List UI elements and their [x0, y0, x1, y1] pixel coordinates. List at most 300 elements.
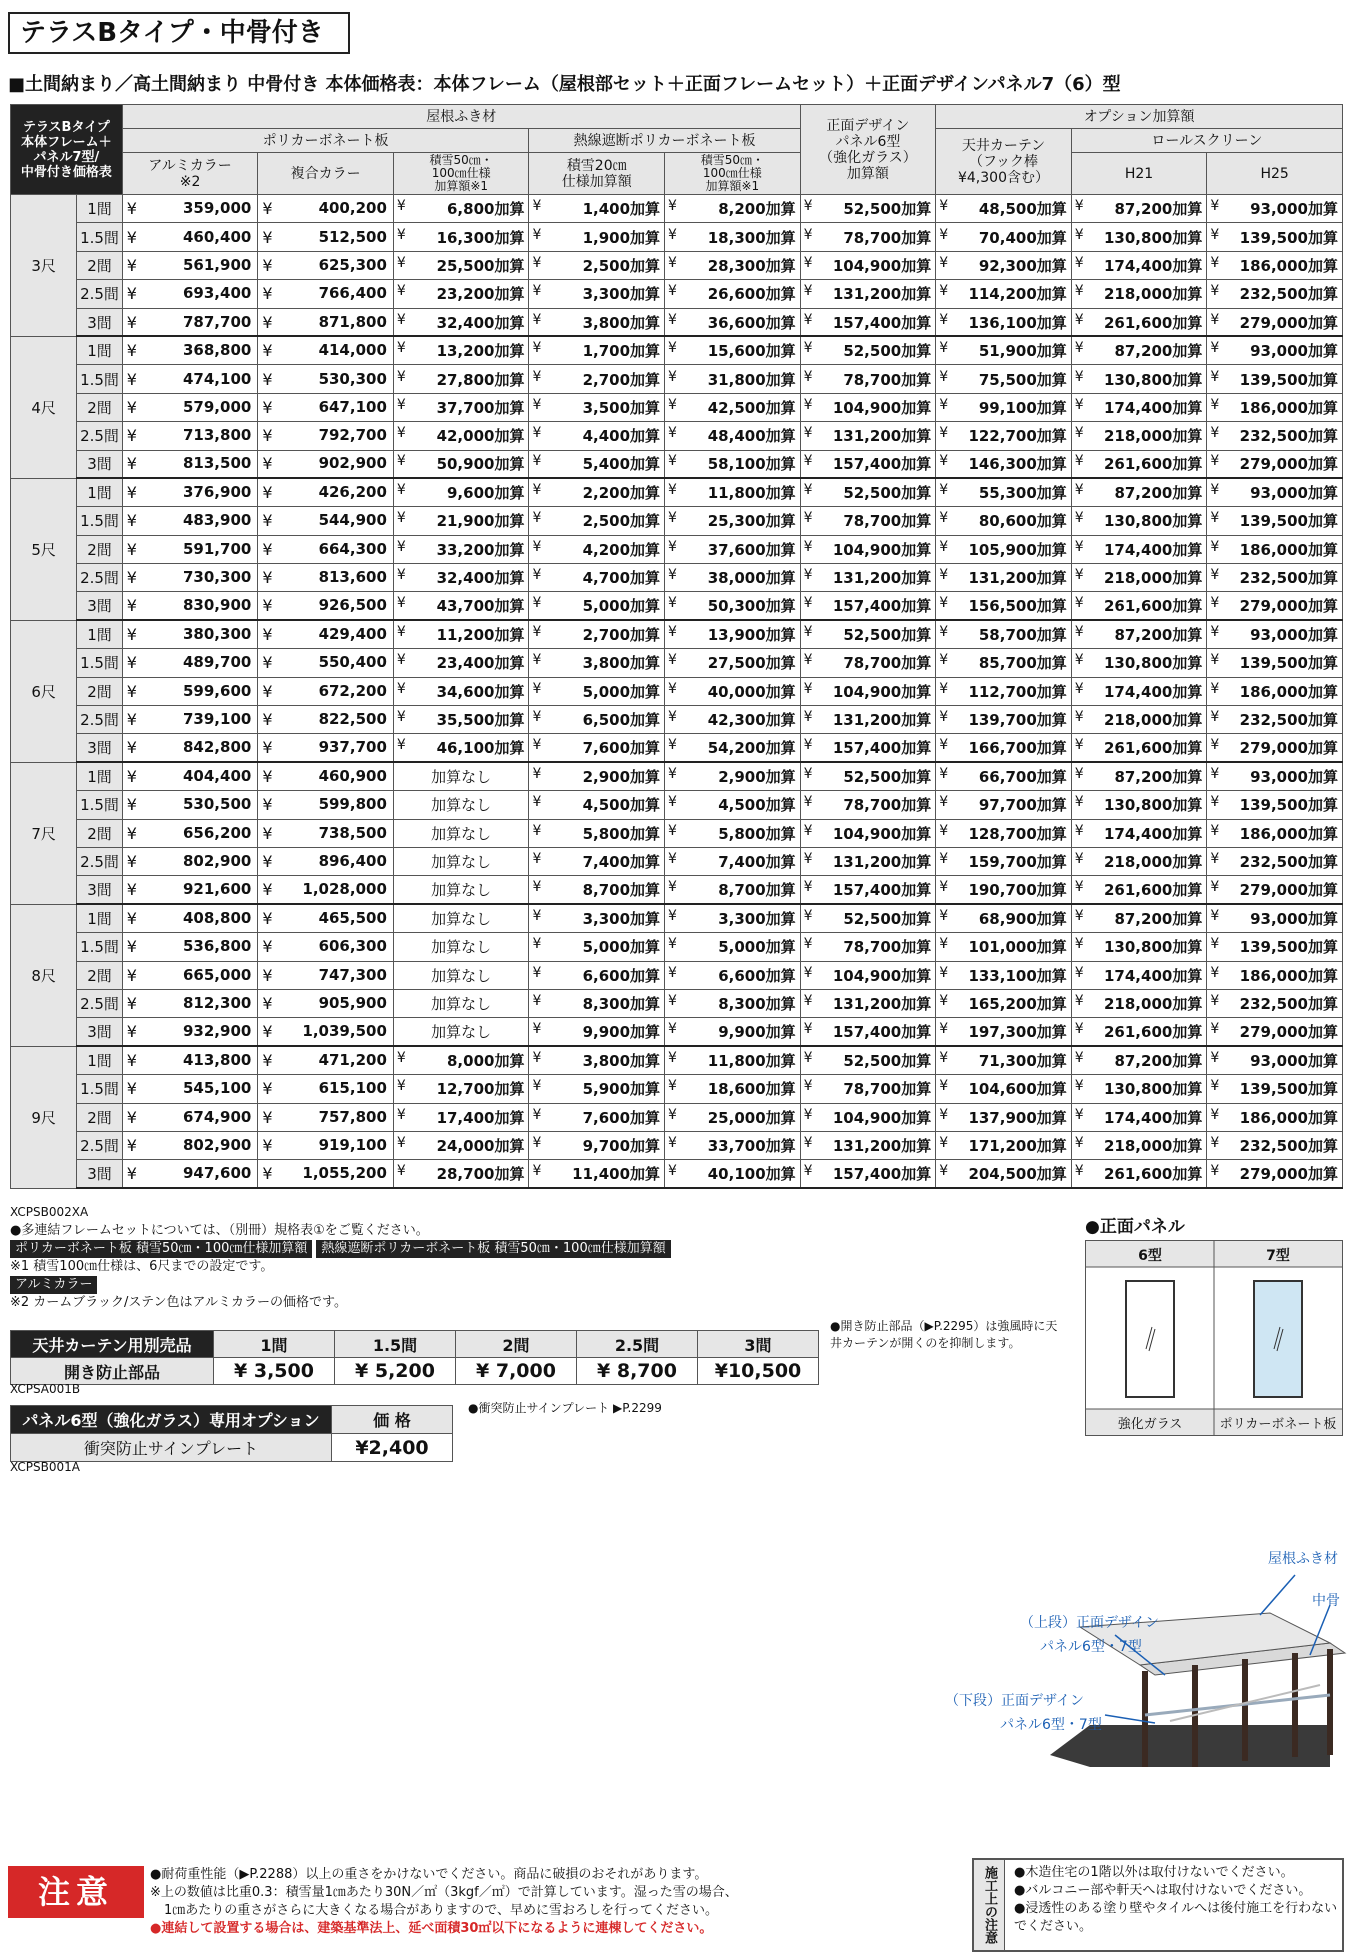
cell-snow50: ¥ 23,400加算: [393, 649, 529, 677]
cell-snow20: ¥ 8,300加算: [529, 989, 665, 1017]
cell-snow50b: ¥ 11,800加算: [665, 1046, 801, 1074]
table-row: [11, 933, 1343, 961]
caution-line: ●耐荷重性能（▶P.2288）以上の重さをかけないでください。商品に破損のおそれがあります。: [150, 1867, 708, 1882]
cell-h21: ¥ 87,200加算: [1071, 1046, 1207, 1074]
cell-alu: ¥ 460,400: [122, 223, 258, 251]
cell-snow50: 加算なし: [393, 847, 529, 875]
cell-snow20: ¥ 9,900加算: [529, 1018, 665, 1046]
panel-option-price: ¥2,400: [332, 1434, 453, 1462]
cell-h25: ¥ 232,500加算: [1207, 1131, 1343, 1159]
row-span: 2間: [77, 677, 123, 705]
cell-snow20: ¥ 11,400加算: [529, 1160, 665, 1188]
note-line: ※2 カームブラック/ステン色はアルミカラーの価格です。: [10, 1295, 347, 1310]
cell-h25: ¥ 93,000加算: [1207, 478, 1343, 506]
cell-h21: ¥ 130,800加算: [1071, 365, 1207, 393]
cell-h25: ¥ 93,000加算: [1207, 904, 1343, 932]
cell-snow20: ¥ 5,000加算: [529, 677, 665, 705]
curtain-price: ¥ 3,500: [214, 1358, 335, 1385]
cell-snow50b: ¥ 18,300加算: [665, 223, 801, 251]
cell-complex: ¥ 902,900: [258, 450, 394, 478]
cell-h21: ¥ 130,800加算: [1071, 791, 1207, 819]
cell-curtain: ¥ 80,600加算: [936, 507, 1072, 535]
row-span: 1間: [77, 762, 123, 790]
panel-label7: ポリカーボネート板: [1219, 1417, 1337, 1432]
cell-h21: ¥ 261,600加算: [1071, 1160, 1207, 1188]
cell-panel6: ¥ 52,500加算: [800, 762, 936, 790]
cell-curtain: ¥ 166,700加算: [936, 734, 1072, 762]
panel-option-table: [10, 1405, 453, 1462]
cell-snow20: ¥ 3,300加算: [529, 904, 665, 932]
cell-panel6: ¥ 131,200加算: [800, 1131, 936, 1159]
cell-curtain: ¥ 99,100加算: [936, 393, 1072, 421]
cell-h21: ¥ 261,600加算: [1071, 308, 1207, 336]
panel-type7: 7型: [1266, 1248, 1290, 1264]
row-span: 2.5間: [77, 706, 123, 734]
cell-complex: ¥ 926,500: [258, 592, 394, 620]
cell-panel6: ¥ 104,900加算: [800, 819, 936, 847]
cell-panel6: ¥ 78,700加算: [800, 1075, 936, 1103]
cell-curtain: ¥ 156,500加算: [936, 592, 1072, 620]
table-row: [11, 1018, 1343, 1046]
cell-alu: ¥ 730,300: [122, 564, 258, 592]
cell-panel6: ¥ 104,900加算: [800, 1103, 936, 1131]
row-span: 2.5間: [77, 564, 123, 592]
terrace-diagram: [940, 1545, 1350, 1785]
cell-snow50: ¥ 24,000加算: [393, 1131, 529, 1159]
table-subtitle: ■土間納まり／高土間納まり 中骨付き 本体価格表：本体フレーム（屋根部セット＋正面フレームセット）＋正面デザインパネル7（6）型: [8, 74, 1121, 95]
cell-curtain: ¥ 55,300加算: [936, 478, 1072, 506]
diagram-label-lower2: パネル6型・7型: [1000, 1717, 1102, 1733]
row-span: 2間: [77, 1103, 123, 1131]
cell-alu: ¥ 368,800: [122, 336, 258, 364]
table-row: [11, 1046, 1343, 1074]
row-size: 6尺: [11, 620, 77, 762]
cell-panel6: ¥ 78,700加算: [800, 365, 936, 393]
cell-h25: ¥ 93,000加算: [1207, 195, 1343, 223]
construction-line: ●木造住宅の1階以外は取付けないでください。: [1014, 1865, 1294, 1880]
cell-h25: ¥ 232,500加算: [1207, 706, 1343, 734]
cell-h25: ¥ 186,000加算: [1207, 819, 1343, 847]
table-row: [11, 308, 1343, 336]
cell-snow20: ¥ 6,500加算: [529, 706, 665, 734]
cell-snow20: ¥ 3,800加算: [529, 308, 665, 336]
note-label-alu: アルミカラー: [10, 1276, 97, 1294]
cell-curtain: ¥ 137,900加算: [936, 1103, 1072, 1131]
cell-alu: ¥ 530,500: [122, 791, 258, 819]
cell-h21: ¥ 130,800加算: [1071, 1075, 1207, 1103]
cell-panel6: ¥ 78,700加算: [800, 649, 936, 677]
cell-snow20: ¥ 2,900加算: [529, 762, 665, 790]
panel-label6: 強化ガラス: [1117, 1417, 1183, 1432]
cell-snow50: ¥ 25,500加算: [393, 251, 529, 279]
cell-snow20: ¥ 8,700加算: [529, 876, 665, 904]
table-row: [11, 1103, 1343, 1131]
cell-complex: ¥ 766,400: [258, 280, 394, 308]
note-label-heat: 熱線遮断ポリカーボネート板 積雪50㎝・100㎝仕様加算額: [316, 1240, 670, 1258]
cell-h21: ¥ 218,000加算: [1071, 564, 1207, 592]
cell-h21: ¥ 261,600加算: [1071, 592, 1207, 620]
cell-snow50b: ¥ 28,300加算: [665, 251, 801, 279]
cell-alu: ¥ 408,800: [122, 904, 258, 932]
cell-panel6: ¥ 131,200加算: [800, 706, 936, 734]
cell-h21: ¥ 174,400加算: [1071, 1103, 1207, 1131]
table-row: [11, 336, 1343, 364]
cell-complex: ¥ 738,500: [258, 819, 394, 847]
cell-snow50: 加算なし: [393, 819, 529, 847]
cell-snow20: ¥ 3,300加算: [529, 280, 665, 308]
cell-h25: ¥ 186,000加算: [1207, 535, 1343, 563]
cell-h21: ¥ 261,600加算: [1071, 876, 1207, 904]
cell-h25: ¥ 139,500加算: [1207, 223, 1343, 251]
cell-complex: ¥ 460,900: [258, 762, 394, 790]
cell-alu: ¥ 413,800: [122, 1046, 258, 1074]
table-row: [11, 564, 1343, 592]
cell-snow50: ¥ 21,900加算: [393, 507, 529, 535]
panel-option-item: 衝突防止サインプレート: [11, 1434, 332, 1462]
cell-h25: ¥ 186,000加算: [1207, 1103, 1343, 1131]
cell-complex: ¥ 429,400: [258, 620, 394, 648]
cell-snow20: ¥ 9,700加算: [529, 1131, 665, 1159]
table-row: [11, 762, 1343, 790]
cell-complex: ¥ 813,600: [258, 564, 394, 592]
row-span: 1.5間: [77, 223, 123, 251]
cell-alu: ¥ 656,200: [122, 819, 258, 847]
cell-panel6: ¥ 131,200加算: [800, 989, 936, 1017]
cell-snow50: 加算なし: [393, 791, 529, 819]
row-span: 1.5間: [77, 791, 123, 819]
cell-h21: ¥ 218,000加算: [1071, 280, 1207, 308]
cell-snow20: ¥ 4,500加算: [529, 791, 665, 819]
cell-snow50b: ¥ 25,000加算: [665, 1103, 801, 1131]
cell-curtain: ¥ 204,500加算: [936, 1160, 1072, 1188]
header-h25: H25: [1207, 153, 1343, 195]
row-span: 2.5間: [77, 280, 123, 308]
cell-snow50b: ¥ 48,400加算: [665, 422, 801, 450]
cell-h21: ¥ 87,200加算: [1071, 478, 1207, 506]
cell-h21: ¥ 218,000加算: [1071, 1131, 1207, 1159]
cell-snow20: ¥ 1,700加算: [529, 336, 665, 364]
cell-snow20: ¥ 7,600加算: [529, 734, 665, 762]
caution-line: ※上の数値は比重0.3：積雪量1㎝あたり30N／㎡（3kgf／㎡）で計算しています。湿った雪の場合、: [150, 1885, 738, 1900]
cell-snow50b: ¥ 3,300加算: [665, 904, 801, 932]
cell-alu: ¥ 545,100: [122, 1075, 258, 1103]
header-curtain: 天井カーテン （フック棒 ¥4,300含む）: [936, 129, 1072, 195]
caution-text: [150, 1866, 790, 1938]
cell-snow50: ¥ 27,800加算: [393, 365, 529, 393]
table-row: [11, 195, 1343, 223]
cell-snow20: ¥ 1,900加算: [529, 223, 665, 251]
cell-snow50b: ¥ 5,000加算: [665, 933, 801, 961]
cell-curtain: ¥ 136,100加算: [936, 308, 1072, 336]
row-span: 1.5間: [77, 365, 123, 393]
cell-curtain: ¥ 71,300加算: [936, 1046, 1072, 1074]
table-row: [11, 393, 1343, 421]
cell-snow50: ¥ 12,700加算: [393, 1075, 529, 1103]
cell-h21: ¥ 218,000加算: [1071, 989, 1207, 1017]
cell-h25: ¥ 186,000加算: [1207, 251, 1343, 279]
cell-alu: ¥ 665,000: [122, 961, 258, 989]
cell-curtain: ¥ 101,000加算: [936, 933, 1072, 961]
cell-h25: ¥ 279,000加算: [1207, 1018, 1343, 1046]
row-span: 3間: [77, 308, 123, 336]
cell-snow50: 加算なし: [393, 933, 529, 961]
table-row: [11, 961, 1343, 989]
cell-snow50: ¥ 11,200加算: [393, 620, 529, 648]
cell-snow50b: ¥ 42,500加算: [665, 393, 801, 421]
table-row: [11, 706, 1343, 734]
page-title: テラスBタイプ・中骨付き: [8, 12, 350, 54]
row-span: 3間: [77, 592, 123, 620]
cell-snow50b: ¥ 8,200加算: [665, 195, 801, 223]
note-label-poly: ポリカーボネート板 積雪50㎝・100㎝仕様加算額: [10, 1240, 312, 1258]
cell-snow50b: ¥ 54,200加算: [665, 734, 801, 762]
cell-curtain: ¥ 190,700加算: [936, 876, 1072, 904]
cell-h25: ¥ 232,500加算: [1207, 564, 1343, 592]
table-code: XCPSB002XA: [10, 1205, 89, 1219]
cell-complex: ¥ 792,700: [258, 422, 394, 450]
cell-h21: ¥ 261,600加算: [1071, 450, 1207, 478]
cell-panel6: ¥ 104,900加算: [800, 961, 936, 989]
cell-snow50b: ¥ 25,300加算: [665, 507, 801, 535]
cell-complex: ¥ 647,100: [258, 393, 394, 421]
cell-h25: ¥ 232,500加算: [1207, 847, 1343, 875]
cell-h25: ¥ 279,000加算: [1207, 450, 1343, 478]
cell-complex: ¥ 414,000: [258, 336, 394, 364]
cell-snow50b: ¥ 37,600加算: [665, 535, 801, 563]
cell-curtain: ¥ 58,700加算: [936, 620, 1072, 648]
cell-snow50: ¥ 17,400加算: [393, 1103, 529, 1131]
table-row: [11, 1160, 1343, 1188]
cell-snow50b: ¥ 36,600加算: [665, 308, 801, 336]
cell-snow50: 加算なし: [393, 989, 529, 1017]
table-row: [11, 847, 1343, 875]
cell-curtain: ¥ 85,700加算: [936, 649, 1072, 677]
row-size: 7尺: [11, 762, 77, 904]
cell-h21: ¥ 130,800加算: [1071, 649, 1207, 677]
cell-curtain: ¥ 197,300加算: [936, 1018, 1072, 1046]
construction-line: ●浸透性のある塗り壁やタイルへは後付施工を行わないでください。: [1014, 1901, 1338, 1934]
cell-alu: ¥ 536,800: [122, 933, 258, 961]
cell-h21: ¥ 261,600加算: [1071, 734, 1207, 762]
cell-alu: ¥ 483,900: [122, 507, 258, 535]
panel-type6: 6型: [1138, 1248, 1162, 1264]
cell-complex: ¥ 822,500: [258, 706, 394, 734]
header-heat: 熱線遮断ポリカーボネート板: [529, 129, 800, 153]
table-row: [11, 989, 1343, 1017]
cell-snow50: ¥ 46,100加算: [393, 734, 529, 762]
cell-snow20: ¥ 5,400加算: [529, 450, 665, 478]
table-row: [11, 450, 1343, 478]
cell-curtain: ¥ 165,200加算: [936, 989, 1072, 1017]
cell-snow50b: ¥ 4,500加算: [665, 791, 801, 819]
header-roll: ロールスクリーン: [1071, 129, 1342, 153]
cell-curtain: ¥ 70,400加算: [936, 223, 1072, 251]
cell-curtain: ¥ 51,900加算: [936, 336, 1072, 364]
cell-snow20: ¥ 7,600加算: [529, 1103, 665, 1131]
curtain-col: 2.5間: [577, 1331, 698, 1358]
row-span: 2間: [77, 393, 123, 421]
cell-curtain: ¥ 128,700加算: [936, 819, 1072, 847]
cell-snow20: ¥ 4,400加算: [529, 422, 665, 450]
cell-alu: ¥ 802,900: [122, 1131, 258, 1159]
cell-complex: ¥ 905,900: [258, 989, 394, 1017]
cell-curtain: ¥ 66,700加算: [936, 762, 1072, 790]
curtain-col: 1.5間: [335, 1331, 456, 1358]
front-panel-title: ●正面パネル: [1085, 1217, 1185, 1237]
cell-snow50: 加算なし: [393, 1018, 529, 1046]
table-corner-header: テラスBタイプ 本体フレーム＋ パネル7型/ 中骨付き価格表: [11, 105, 123, 195]
table-row: [11, 620, 1343, 648]
cell-curtain: ¥ 131,200加算: [936, 564, 1072, 592]
cell-snow20: ¥ 4,200加算: [529, 535, 665, 563]
cell-alu: ¥ 579,000: [122, 393, 258, 421]
cell-snow50b: ¥ 9,900加算: [665, 1018, 801, 1046]
curtain-row-label: 開き防止部品: [11, 1358, 214, 1385]
cell-curtain: ¥ 92,300加算: [936, 251, 1072, 279]
cell-alu: ¥ 813,500: [122, 450, 258, 478]
cell-h25: ¥ 232,500加算: [1207, 989, 1343, 1017]
cell-alu: ¥ 474,100: [122, 365, 258, 393]
panel-option-note: ●衝突防止サインプレート ▶P.2299: [468, 1401, 662, 1415]
cell-panel6: ¥ 104,900加算: [800, 677, 936, 705]
curtain-parts-table: [10, 1330, 819, 1385]
cell-complex: ¥ 747,300: [258, 961, 394, 989]
cell-snow50b: ¥ 40,100加算: [665, 1160, 801, 1188]
cell-snow50: ¥ 33,200加算: [393, 535, 529, 563]
cell-h25: ¥ 279,000加算: [1207, 592, 1343, 620]
row-span: 2間: [77, 819, 123, 847]
cell-complex: ¥ 426,200: [258, 478, 394, 506]
row-span: 1間: [77, 478, 123, 506]
cell-alu: ¥ 359,000: [122, 195, 258, 223]
cell-panel6: ¥ 52,500加算: [800, 620, 936, 648]
row-span: 2間: [77, 535, 123, 563]
cell-h21: ¥ 174,400加算: [1071, 535, 1207, 563]
cell-h25: ¥ 139,500加算: [1207, 933, 1343, 961]
cell-h25: ¥ 186,000加算: [1207, 961, 1343, 989]
cell-h25: ¥ 279,000加算: [1207, 734, 1343, 762]
row-span: 2.5間: [77, 422, 123, 450]
cell-complex: ¥ 757,800: [258, 1103, 394, 1131]
panel-option-header: パネル6型（強化ガラス）専用オプション: [11, 1406, 332, 1434]
cell-snow20: ¥ 2,200加算: [529, 478, 665, 506]
table-row: [11, 1131, 1343, 1159]
cell-snow50b: ¥ 42,300加算: [665, 706, 801, 734]
row-size: 4尺: [11, 336, 77, 478]
cell-h21: ¥ 218,000加算: [1071, 422, 1207, 450]
cell-h21: ¥ 218,000加算: [1071, 847, 1207, 875]
row-span: 2.5間: [77, 989, 123, 1017]
cell-h25: ¥ 186,000加算: [1207, 393, 1343, 421]
cell-snow50b: ¥ 8,300加算: [665, 989, 801, 1017]
cell-alu: ¥ 947,600: [122, 1160, 258, 1188]
cell-curtain: ¥ 112,700加算: [936, 677, 1072, 705]
cell-alu: ¥ 802,900: [122, 847, 258, 875]
cell-panel6: ¥ 131,200加算: [800, 280, 936, 308]
curtain-price: ¥ 8,700: [577, 1358, 698, 1385]
cell-panel6: ¥ 157,400加算: [800, 592, 936, 620]
table-row: [11, 223, 1343, 251]
cell-curtain: ¥ 104,600加算: [936, 1075, 1072, 1103]
table-row: [11, 734, 1343, 762]
cell-snow20: ¥ 5,900加算: [529, 1075, 665, 1103]
cell-panel6: ¥ 104,900加算: [800, 535, 936, 563]
cell-panel6: ¥ 52,500加算: [800, 904, 936, 932]
header-poly: ポリカーボネート板: [122, 129, 529, 153]
price-table: [10, 104, 1343, 1189]
cell-curtain: ¥ 75,500加算: [936, 365, 1072, 393]
cell-h21: ¥ 174,400加算: [1071, 677, 1207, 705]
cell-h21: ¥ 130,800加算: [1071, 933, 1207, 961]
row-span: 1.5間: [77, 649, 123, 677]
cell-h25: ¥ 139,500加算: [1207, 365, 1343, 393]
curtain-col: 3間: [698, 1331, 819, 1358]
curtain-price: ¥ 7,000: [456, 1358, 577, 1385]
cell-complex: ¥ 664,300: [258, 535, 394, 563]
cell-panel6: ¥ 52,500加算: [800, 336, 936, 364]
header-snow50: 積雪50㎝・ 100㎝仕様 加算額※1: [393, 153, 529, 195]
cell-curtain: ¥ 133,100加算: [936, 961, 1072, 989]
cell-snow50b: ¥ 6,600加算: [665, 961, 801, 989]
cell-alu: ¥ 693,400: [122, 280, 258, 308]
cell-curtain: ¥ 97,700加算: [936, 791, 1072, 819]
cell-snow50: ¥ 23,200加算: [393, 280, 529, 308]
row-span: 1間: [77, 620, 123, 648]
header-h21: H21: [1071, 153, 1207, 195]
cell-snow50b: ¥ 40,000加算: [665, 677, 801, 705]
cell-h21: ¥ 87,200加算: [1071, 904, 1207, 932]
cell-snow50b: ¥ 26,600加算: [665, 280, 801, 308]
row-span: 3間: [77, 450, 123, 478]
cell-snow20: ¥ 2,700加算: [529, 365, 665, 393]
cell-h21: ¥ 261,600加算: [1071, 1018, 1207, 1046]
cell-panel6: ¥ 52,500加算: [800, 478, 936, 506]
cell-h21: ¥ 174,400加算: [1071, 961, 1207, 989]
cell-snow50b: ¥ 2,900加算: [665, 762, 801, 790]
panel-option-price-header: 価 格: [332, 1406, 453, 1434]
cell-panel6: ¥ 157,400加算: [800, 308, 936, 336]
row-span: 2間: [77, 251, 123, 279]
notes: [10, 1222, 830, 1312]
cell-snow20: ¥ 5,000加算: [529, 592, 665, 620]
cell-h25: ¥ 232,500加算: [1207, 280, 1343, 308]
cell-h25: ¥ 232,500加算: [1207, 422, 1343, 450]
table-row: [11, 478, 1343, 506]
cell-h25: ¥ 139,500加算: [1207, 791, 1343, 819]
row-size: 9尺: [11, 1046, 77, 1188]
construction-notes: [972, 1858, 1344, 1952]
cell-h25: ¥ 139,500加算: [1207, 507, 1343, 535]
row-span: 3間: [77, 734, 123, 762]
cell-complex: ¥ 550,400: [258, 649, 394, 677]
cell-complex: ¥ 871,800: [258, 308, 394, 336]
row-size: 8尺: [11, 904, 77, 1046]
cell-curtain: ¥ 105,900加算: [936, 535, 1072, 563]
cell-alu: ¥ 842,800: [122, 734, 258, 762]
cell-h25: ¥ 93,000加算: [1207, 1046, 1343, 1074]
cell-h21: ¥ 174,400加算: [1071, 393, 1207, 421]
note-line: ●多連結フレームセットについては、（別冊）規格表①をご覧ください。: [10, 1223, 429, 1238]
row-span: 1.5間: [77, 1075, 123, 1103]
curtain-price: ¥10,500: [698, 1358, 819, 1385]
cell-complex: ¥ 625,300: [258, 251, 394, 279]
cell-snow50: ¥ 13,200加算: [393, 336, 529, 364]
row-span: 2間: [77, 961, 123, 989]
cell-snow50: ¥ 42,000加算: [393, 422, 529, 450]
row-span: 3間: [77, 1018, 123, 1046]
cell-curtain: ¥ 171,200加算: [936, 1131, 1072, 1159]
cell-alu: ¥ 599,600: [122, 677, 258, 705]
